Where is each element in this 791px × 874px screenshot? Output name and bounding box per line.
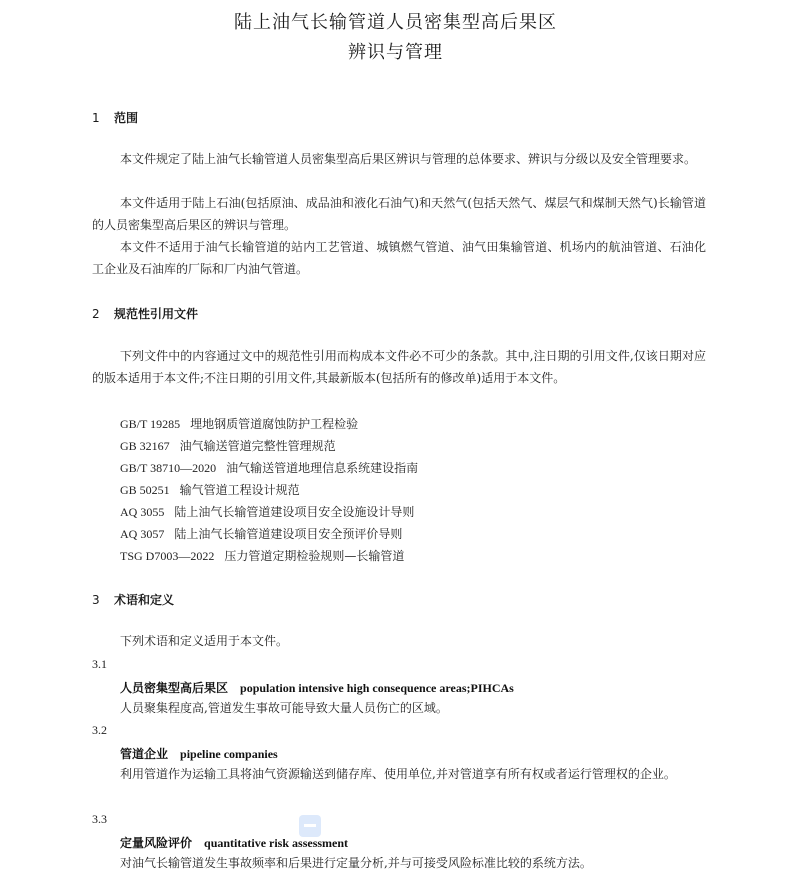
reference-code: GB 50251 — [120, 483, 170, 497]
term-number: 3.3 — [92, 812, 107, 826]
term-chinese: 管道企业 — [120, 747, 169, 761]
section-3-intro: 下列术语和定义适用于本文件。 — [120, 634, 289, 648]
reference-code: TSG D7003—2022 — [120, 549, 215, 563]
term-heading — [120, 834, 348, 851]
term-chinese: 定量风险评价 — [120, 836, 193, 850]
section-2-intro: 下列文件中的内容通过文中的规范性引用而构成本文件必不可少的条款。其中,注日期的引用文件,仅该日期对应的版本适用于本文件;不注日期的引用文件,其最新版本(包括所有的修改单)适用于本文件。 — [92, 349, 706, 385]
term-heading — [120, 745, 278, 762]
section-1-heading — [92, 109, 138, 126]
term-number: 3.1 — [92, 657, 107, 671]
term-english: population intensive high consequence areas;PIHCAs — [240, 681, 514, 695]
reference-item — [120, 415, 358, 432]
section-number: 3 — [92, 593, 100, 607]
document-title-line-1: 陆上油气长输管道人员密集型高后果区 — [234, 12, 557, 33]
term-definition: 对油气长输管道发生事故频率和后果进行定量分析,并与可接受风险标准比较的系统方法。 — [120, 856, 592, 870]
reference-code: AQ 3055 — [120, 505, 165, 519]
reference-code: AQ 3057 — [120, 527, 165, 541]
section-title: 规范性引用文件 — [114, 307, 199, 321]
section-title: 范围 — [114, 111, 139, 125]
reference-code: GB/T 38710—2020 — [120, 461, 217, 475]
reference-title: 陆上油气长输管道建设项目安全设施设计导则 — [174, 505, 415, 519]
reference-title: 埋地钢质管道腐蚀防护工程检验 — [190, 417, 359, 431]
section-3-heading — [92, 591, 174, 608]
section-1-paragraph: 本文件不适用于油气长输管道的站内工艺管道、城镇燃气管道、油气田集输管道、机场内的航油管道、石油化工企业及石油库的厂际和厂内油气管道。 — [92, 240, 706, 276]
reference-item — [120, 481, 300, 498]
reference-item — [120, 547, 404, 564]
section-number: 1 — [92, 111, 100, 125]
section-2-heading — [92, 305, 198, 322]
reference-item — [120, 437, 336, 454]
reference-item — [120, 503, 414, 520]
section-title: 术语和定义 — [114, 593, 175, 607]
reference-item — [120, 459, 418, 476]
term-chinese: 人员密集型高后果区 — [120, 681, 229, 695]
term-definition: 利用管道作为运输工具将油气资源输送到储存库、使用单位,并对管道享有所有权或者运行管理权的企业。 — [120, 767, 676, 781]
section-1-paragraph: 本文件规定了陆上油气长输管道人员密集型高后果区辨识与管理的总体要求、辨识与分级以及安全管理要求。 — [120, 152, 697, 166]
reference-title: 油气输送管道地理信息系统建设指南 — [226, 461, 419, 475]
term-english: quantitative risk assessment — [204, 836, 349, 850]
reference-title: 油气输送管道完整性管理规范 — [179, 439, 336, 453]
section-number: 2 — [92, 307, 100, 321]
term-heading — [120, 679, 514, 696]
document-title-line-2: 辨识与管理 — [348, 42, 443, 63]
reference-code: GB/T 19285 — [120, 417, 181, 431]
reference-title: 输气管道工程设计规范 — [179, 483, 300, 497]
term-definition: 人员聚集程度高,管道发生事故可能导致大量人员伤亡的区域。 — [120, 701, 448, 715]
reference-item — [120, 525, 402, 542]
reference-title: 陆上油气长输管道建设项目安全预评价导则 — [174, 527, 403, 541]
reference-title: 压力管道定期检验规则—长输管道 — [224, 549, 405, 563]
reference-code: GB 32167 — [120, 439, 170, 453]
section-1-paragraph: 本文件适用于陆上石油(包括原油、成品油和液化石油气)和天然气(包括天然气、煤层气和煤制天然气)长输管道的人员密集型高后果区的辨识与管理。 — [92, 196, 706, 232]
term-english: pipeline companies — [180, 747, 278, 761]
term-number: 3.2 — [92, 723, 107, 737]
